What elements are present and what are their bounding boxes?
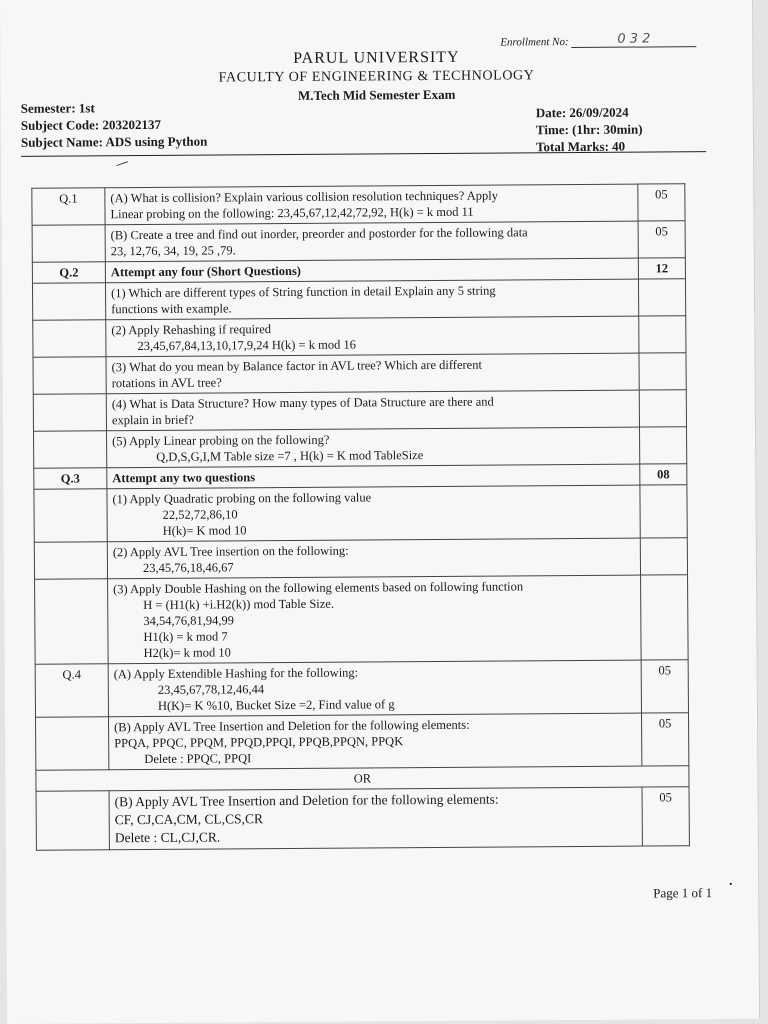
question-marks (639, 390, 686, 427)
page-number: Page 1 of 1 (653, 885, 713, 901)
table-row (32, 279, 685, 321)
question-line: (A) What is collision? Explain various collision resolution techniques? Apply (110, 188, 498, 206)
exam-date: Date: 26/09/2024 (535, 104, 629, 121)
table-row (33, 316, 686, 358)
exam-meta-left (21, 99, 208, 151)
question-line: (1) Which are different types of String function in detail Explain any 5 string (111, 283, 496, 301)
question-text (105, 184, 638, 225)
question-marks (640, 485, 687, 538)
question-line: (A) Apply Extendible Hashing for the following: (113, 665, 359, 682)
table-row (35, 660, 688, 718)
question-line: Delete : PPQC, PPQI (144, 751, 252, 767)
subject-code: Subject Code: 203202137 (20, 116, 162, 133)
enrollment-label: Enrollment No: (500, 36, 569, 49)
question-number (32, 225, 105, 263)
question-line: (3) What do you mean by Balance factor in AVL tree? Which are different (111, 357, 482, 375)
pen-mark (116, 161, 128, 166)
table-row (32, 221, 685, 263)
question-line: Linear probing on the following: 23,45,67,12,42,72,92, H(k) = k mod 11 (110, 204, 474, 222)
question-number (32, 283, 105, 321)
question-marks (639, 427, 686, 464)
or-separator: OR (36, 766, 689, 792)
question-line: H2(k)= k mod 10 (143, 645, 231, 661)
question-table (31, 183, 690, 851)
question-line: (2) Apply AVL Tree insertion on the following: (112, 543, 349, 560)
table-row (34, 427, 687, 469)
question-marks (638, 279, 685, 316)
question-number (33, 357, 106, 395)
exam-meta-right (536, 104, 643, 156)
question-number (34, 542, 107, 580)
question-text (109, 713, 642, 770)
question-line: (1) Apply Quadratic probing on the following value (112, 490, 372, 507)
question-number (36, 791, 109, 851)
question-text (108, 575, 642, 664)
question-text (105, 279, 638, 320)
question-number: Q.3 (34, 468, 107, 490)
question-line: (5) Apply Linear probing on the following? (112, 432, 330, 449)
question-number (34, 431, 107, 469)
question-line: (B) Apply AVL Tree Insertion and Deletion for the following elements: (114, 791, 499, 810)
question-line: explain in brief? (111, 412, 194, 428)
table-row (33, 390, 686, 432)
question-text (106, 353, 639, 394)
question-text (107, 427, 640, 468)
table-row (34, 485, 687, 543)
semester: Semester: 1st (20, 100, 95, 116)
question-line: CF, CJ,CA,CM, CL,CS,CR (114, 811, 264, 828)
question-text (106, 316, 639, 357)
question-line: (4) What is Data Structure? How many types of Data Structure are there and (111, 394, 494, 412)
question-line: Delete : CL,CJ,CR. (114, 829, 221, 846)
question-line: H1(k) = k mod 7 (143, 629, 228, 645)
question-marks: 08 (640, 464, 687, 485)
question-marks (640, 538, 687, 575)
total-marks: Total Marks: 40 (535, 138, 626, 155)
question-line: (B) Apply AVL Tree Insertion and Deletion for the following elements: (114, 717, 470, 735)
subject-name: Subject Name: ADS using Python (20, 133, 208, 150)
question-line: H = (H1(k) +i.H2(k)) mod Table Size. (143, 596, 335, 613)
question-number (34, 489, 107, 543)
question-line: 23,45,76,18,46,67 (142, 560, 234, 576)
enrollment-value: 0 3 2 (571, 31, 696, 48)
question-line: 23, 12,76, 34, 19, 25 ,79. (110, 243, 236, 259)
question-number (33, 320, 106, 358)
exam-time: Time: (1hr: 30min) (535, 121, 643, 138)
question-line: 23,45,67,84,13,10,17,9,24 H(k) = k mod 16 (137, 337, 356, 354)
table-row (32, 184, 685, 226)
question-line: Attempt any two questions (112, 470, 256, 486)
question-marks: 05 (638, 184, 685, 221)
question-marks: 12 (638, 258, 685, 279)
question-text (106, 390, 639, 431)
ink-dot: • (729, 878, 733, 889)
question-line: Q,D,S,G,I,M Table size =7 , H(k) = K mod TableSize (156, 448, 424, 464)
question-number: Q.4 (35, 664, 108, 718)
table-row (33, 353, 686, 395)
question-number (35, 579, 109, 665)
question-line: rotations in AVL tree? (111, 375, 222, 391)
question-marks (639, 316, 686, 353)
question-line: 34,54,76,81,94,99 (143, 613, 235, 629)
question-line: H(K)= K %10, Bucket Size =2, Find value of g (157, 697, 395, 713)
question-line: PPQA, PPQC, PPQM, PPQD,PPQI, PPQB,PPQN, PPQK (114, 734, 404, 751)
question-marks: 05 (642, 787, 689, 846)
question-line: (2) Apply Rehashing if required (111, 322, 272, 338)
question-number: Q.2 (32, 262, 105, 284)
question-number (36, 717, 109, 771)
table-row (36, 713, 689, 771)
question-line: (B) Create a tree and find out inorder, preorder and postorder for the following data (110, 225, 528, 243)
question-text (107, 538, 640, 579)
question-marks (639, 353, 686, 390)
university-name: PARUL UNIVERSITY (293, 48, 460, 67)
exam-title: M.Tech Mid Semester Exam (297, 86, 456, 103)
question-number: Q.1 (32, 188, 105, 226)
question-line: 23,45,67,78,12,46,44 (157, 682, 265, 697)
question-marks: 05 (641, 660, 688, 713)
faculty-name: FACULTY OF ENGINEERING & TECHNOLOGY (218, 68, 535, 86)
table-row (34, 538, 687, 580)
question-text (105, 221, 638, 262)
question-marks: 05 (641, 713, 688, 766)
question-text (108, 660, 641, 717)
question-marks: 05 (638, 221, 685, 258)
question-line: 22,52,72,86,10 (162, 507, 238, 522)
question-line: H(k)= K mod 10 (162, 523, 247, 538)
table-row (36, 787, 689, 851)
enrollment-field (500, 31, 696, 48)
question-marks (641, 575, 689, 660)
question-line: Attempt any four (Short Questions) (110, 263, 301, 280)
question-line: functions with example. (111, 301, 232, 317)
table-row (35, 575, 689, 665)
question-number (33, 394, 106, 432)
question-text (109, 787, 642, 850)
question-text (107, 485, 640, 542)
question-line: (3) Apply Double Hashing on the following elements based on following function (113, 579, 524, 597)
